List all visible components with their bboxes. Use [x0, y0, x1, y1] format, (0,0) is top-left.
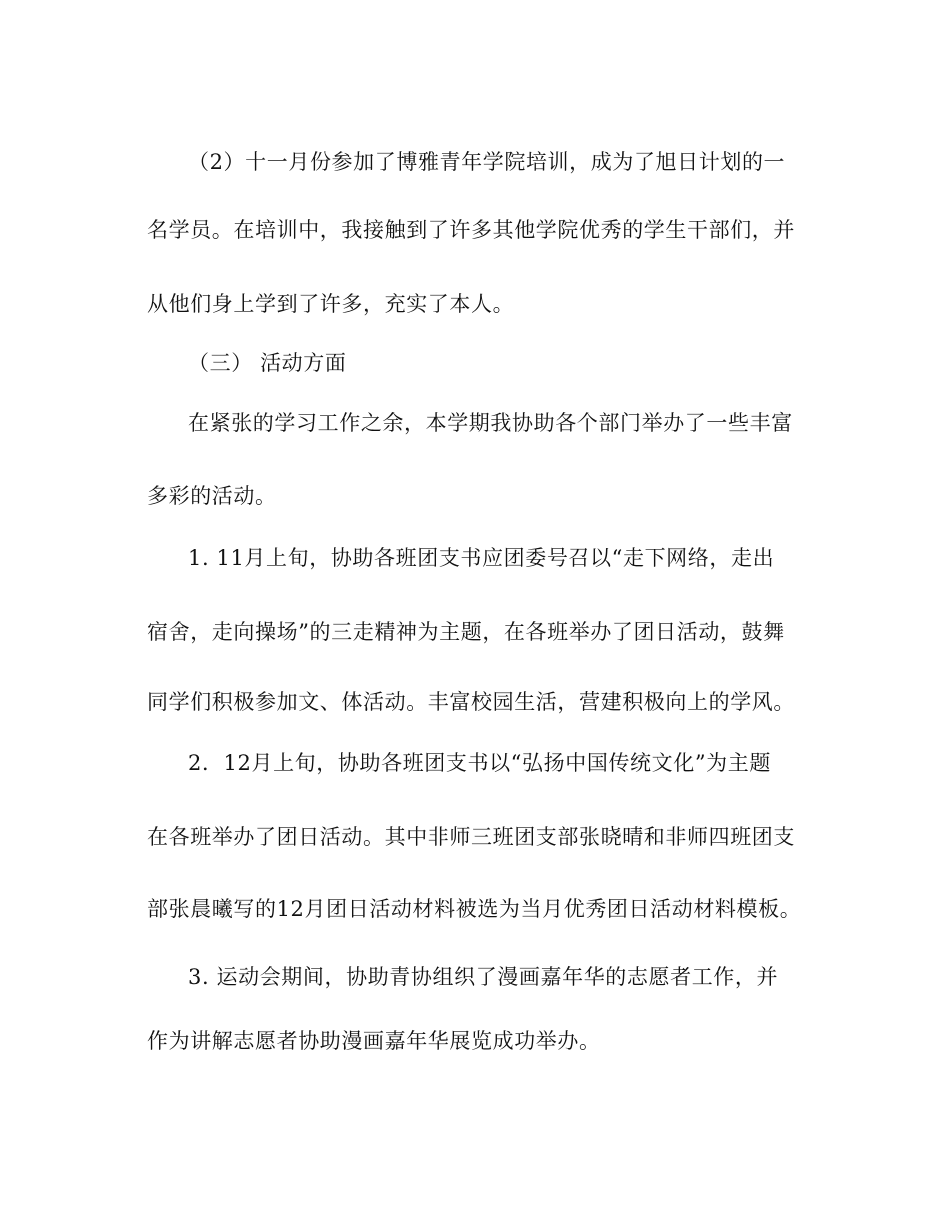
list-item-line: 同学们积极参加文、体活动。丰富校园生活，营建积极向上的学风。: [147, 690, 795, 714]
paragraph-line: （2）十一月份参加了博雅青年学院培训，成为了旭日计划的一: [188, 150, 786, 174]
section-heading: （三） 活动方面: [188, 351, 347, 375]
list-item-line: 1. 11月上旬，协助各班团支书应团委号召以“走下网络，走出: [188, 546, 775, 570]
list-item-line: 2．12月上旬，协助各班团支书以“弘扬中国传统文化”为主题: [188, 751, 771, 775]
paragraph-line: 多彩的活动。: [147, 484, 277, 508]
paragraph-line: 在紧张的学习工作之余，本学期我协助各个部门举办了一些丰富: [188, 411, 793, 435]
list-item-line: 在各班举办了团日活动。其中非师三班团支部张晓晴和非师四班团支: [147, 825, 795, 849]
paragraph-line: 从他们身上学到了许多，充实了本人。: [147, 292, 515, 316]
list-item-line: 作为讲解志愿者协助漫画嘉年华展览成功举办。: [147, 1029, 601, 1053]
list-item-line: 3. 运动会期间，协助青协组织了漫画嘉年华的志愿者工作，并: [188, 965, 779, 989]
list-item-line: 宿舍，走向操场”的三走精神为主题，在各班举办了团日活动，鼓舞: [147, 620, 785, 644]
list-item-line: 部张晨曦写的12月团日活动材料被选为当月优秀团日活动材料模板。: [147, 897, 802, 921]
paragraph-line: 名学员。在培训中，我接触到了许多其他学院优秀的学生干部们，并: [147, 218, 795, 242]
